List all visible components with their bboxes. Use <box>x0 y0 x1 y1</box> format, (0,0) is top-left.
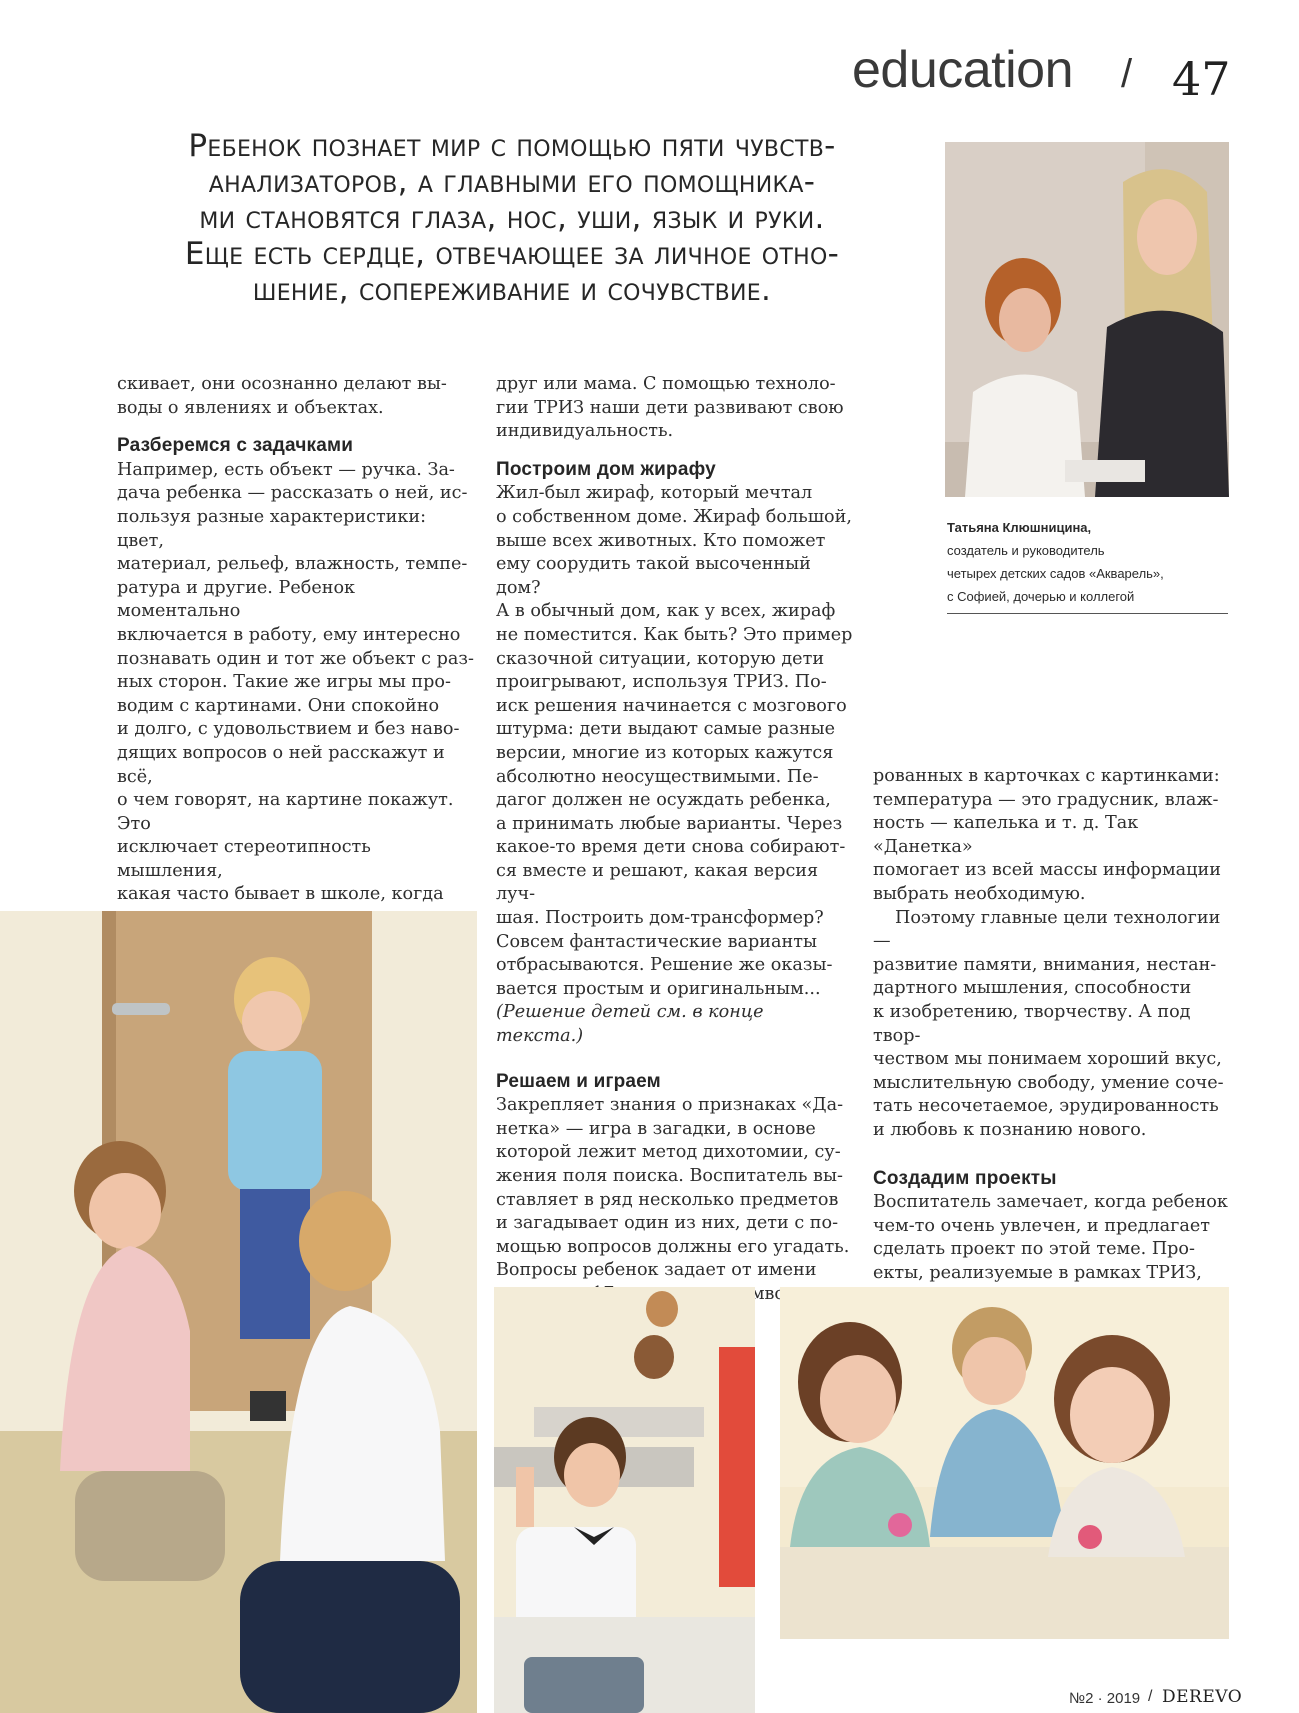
lead-line: шение, сопереживание и сочувствие. <box>252 272 772 308</box>
text-line: мыслительную свободу, умение сочe- <box>873 1072 1224 1093</box>
text-line: выбрать необходимую. <box>873 883 1086 904</box>
boys-playing-photo <box>0 911 477 1713</box>
lead-quote <box>112 128 912 308</box>
text-line: чеством мы понимаем хороший вкус, <box>873 1049 1222 1070</box>
section-title: education <box>852 41 1074 99</box>
portrait-photo <box>945 142 1229 497</box>
text-line: пользуя разные характеристики: цвет, <box>117 506 427 551</box>
text-line: какое-то время дети снова собирают- <box>496 837 846 858</box>
text-line: ся вместе и решают, какая версия луч- <box>496 860 819 905</box>
text-line: о собственном доме. Жираф большой, <box>496 506 852 527</box>
text-line: дартного мышления, способности <box>873 978 1192 999</box>
text-line: познавать один и тот же объект с раз- <box>117 648 474 669</box>
text-line: шая. Построить дом-трансформер? <box>496 908 824 929</box>
text-line: и загадывает один из них, дети с по- <box>496 1213 839 1234</box>
section-heading: Построим дом жирафу <box>496 458 716 480</box>
text-line: которой лежит метод дихотомии, су- <box>496 1142 841 1163</box>
section-heading: Решаем и играем <box>496 1070 661 1092</box>
text-line: водим с картинами. Они спокойно <box>117 695 440 716</box>
text-line: жения поля поиска. Воспитатель вы- <box>496 1166 843 1186</box>
text-line: и долго, с удовольствием и без наво- <box>117 719 460 740</box>
column-1 <box>117 373 477 1001</box>
text-line: выше всех животных. Кто поможет <box>496 530 826 551</box>
text-line: к изобретению, творчеству. А под твор- <box>873 1001 1191 1046</box>
kids-at-table-photo <box>780 1287 1229 1639</box>
text-line: нетка» — игра в загадки, в основе <box>496 1118 816 1139</box>
caption-rule <box>947 613 1228 614</box>
text-line: о чем говорят, на картине покажут. Это <box>117 790 454 834</box>
text-line: иск решения начинается с мозгового <box>496 695 847 716</box>
photo-caption <box>947 516 1227 608</box>
text-line: помогает из всей массы информации <box>873 860 1221 881</box>
text-line: ность — капелька и т. д. Так «Данетка» <box>873 813 1139 857</box>
text-line: гии ТРИЗ наши дети развивают свою <box>496 397 844 418</box>
text-line: друг или мама. С помощью техноло- <box>496 374 836 394</box>
text-line: скивает, они осознанно делают вы- <box>117 374 447 394</box>
text-line: ных сторон. Такие же игры мы про- <box>117 672 451 693</box>
text-line: и любовь к познанию нового. <box>873 1119 1147 1140</box>
text-line: дача ребенка — рассказать о ней, ис- <box>117 483 468 504</box>
text-line: сделать проект по этой теме. Про- <box>873 1239 1195 1260</box>
text-line: рованных в карточках с картинками: <box>873 766 1220 786</box>
text-line: А в обычный дом, как у всех, жираф <box>496 601 836 622</box>
section-heading: Создадим проекты <box>873 1167 1057 1189</box>
text-line: отбрасываются. Решение же оказы- <box>496 955 833 976</box>
text-line: Вопросы ребенок задает от имени <box>496 1260 817 1281</box>
text-line: ставляет в ряд несколько предметов <box>496 1189 839 1210</box>
text-line: материал, рельеф, влажность, темпе- <box>117 554 468 575</box>
text-line: индивидуальность. <box>496 421 674 442</box>
text-line: воды о явлениях и объектах. <box>117 397 384 418</box>
caption-line: с Софией, дочерью и коллегой <box>947 589 1135 604</box>
text-line: Поэтому главные цели технологии — <box>873 907 1221 952</box>
text-line: а принимать любые варианты. Через <box>496 813 843 834</box>
text-line: исключает стереотипность мышления, <box>117 837 371 881</box>
text-line: Совсем фантастические варианты <box>496 931 817 952</box>
text-line: версии, многие из которых кажутся <box>496 742 834 763</box>
text-line: включается в работу, ему интересно <box>117 624 461 645</box>
text-line: Жил-был жираф, который мечтал <box>496 483 813 504</box>
issue-number: №2 · 2019 <box>1069 1690 1141 1707</box>
caption-line: четырех детских садов «Акварель», <box>947 566 1164 581</box>
page-number: 47 <box>1172 52 1231 106</box>
text-line: развитие памяти, внимания, нестан- <box>873 954 1217 975</box>
text-line: ему соорудить такой высоченный дом? <box>496 554 811 598</box>
text-line: дагог должен не осуждать ребенка, <box>496 790 831 811</box>
text-line: не поместится. Как быть? Это пример <box>496 624 853 645</box>
magazine-logo: DEREVO <box>1162 1687 1243 1707</box>
caption-line: создатель и руководитель <box>947 543 1105 558</box>
solution-note: (Решение детей см. в конце текста.) <box>496 1002 764 1047</box>
text-line: Воспитатель замечает, когда ребенок <box>873 1192 1228 1213</box>
text-line: сказочной ситуации, которую дети <box>496 648 825 669</box>
text-line: абсолютно неосуществимыми. Пе- <box>496 766 819 787</box>
text-line: проигрывают, используя ТРИЗ. По- <box>496 672 827 693</box>
text-line: екты, реализуемые в рамках ТРИЗ, <box>873 1262 1202 1283</box>
footer-separator: / <box>1148 1688 1153 1705</box>
lead-line: Еще есть сердце, отвечающее за личное отно- <box>184 236 840 272</box>
lead-line: Ребенок познает мир с помощью пяти чувств- <box>188 128 836 164</box>
text-line: мощью вопросов должны его угадать. <box>496 1236 850 1257</box>
text-line: ратура и другие. Ребенок моментально <box>117 577 356 622</box>
text-line: вается простым и оригинальным... <box>496 978 821 999</box>
text-line: Например, есть объект — ручка. За- <box>117 459 455 480</box>
text-line: дящих вопросов о ней расскажут и всё, <box>117 742 445 787</box>
section-heading: Разберемся с задачками <box>117 435 354 457</box>
text-line: тать несочетаемое, эрудированность <box>873 1096 1219 1117</box>
header-separator: / <box>1121 52 1133 96</box>
caption-name: Татьяна Клюшницина, <box>947 520 1092 535</box>
text-line: какая часто бывает в школе, когда <box>117 884 444 905</box>
column-3 <box>873 765 1233 1309</box>
text-line: штурма: дети выдают самые разные <box>496 719 836 740</box>
text-line: чем-то очень увлечен, и предлагает <box>873 1215 1210 1236</box>
lead-line: ми становятся глаза, нос, уши, язык и руки. <box>199 200 825 236</box>
column-2 <box>496 373 856 1307</box>
lead-line: анализаторов, а главными его помощника- <box>208 164 816 200</box>
classroom-photo <box>494 1287 755 1713</box>
text-line: Закрепляет знания о признаках «Да- <box>496 1095 844 1116</box>
text-line: температура — это градусник, влаж- <box>873 789 1219 810</box>
